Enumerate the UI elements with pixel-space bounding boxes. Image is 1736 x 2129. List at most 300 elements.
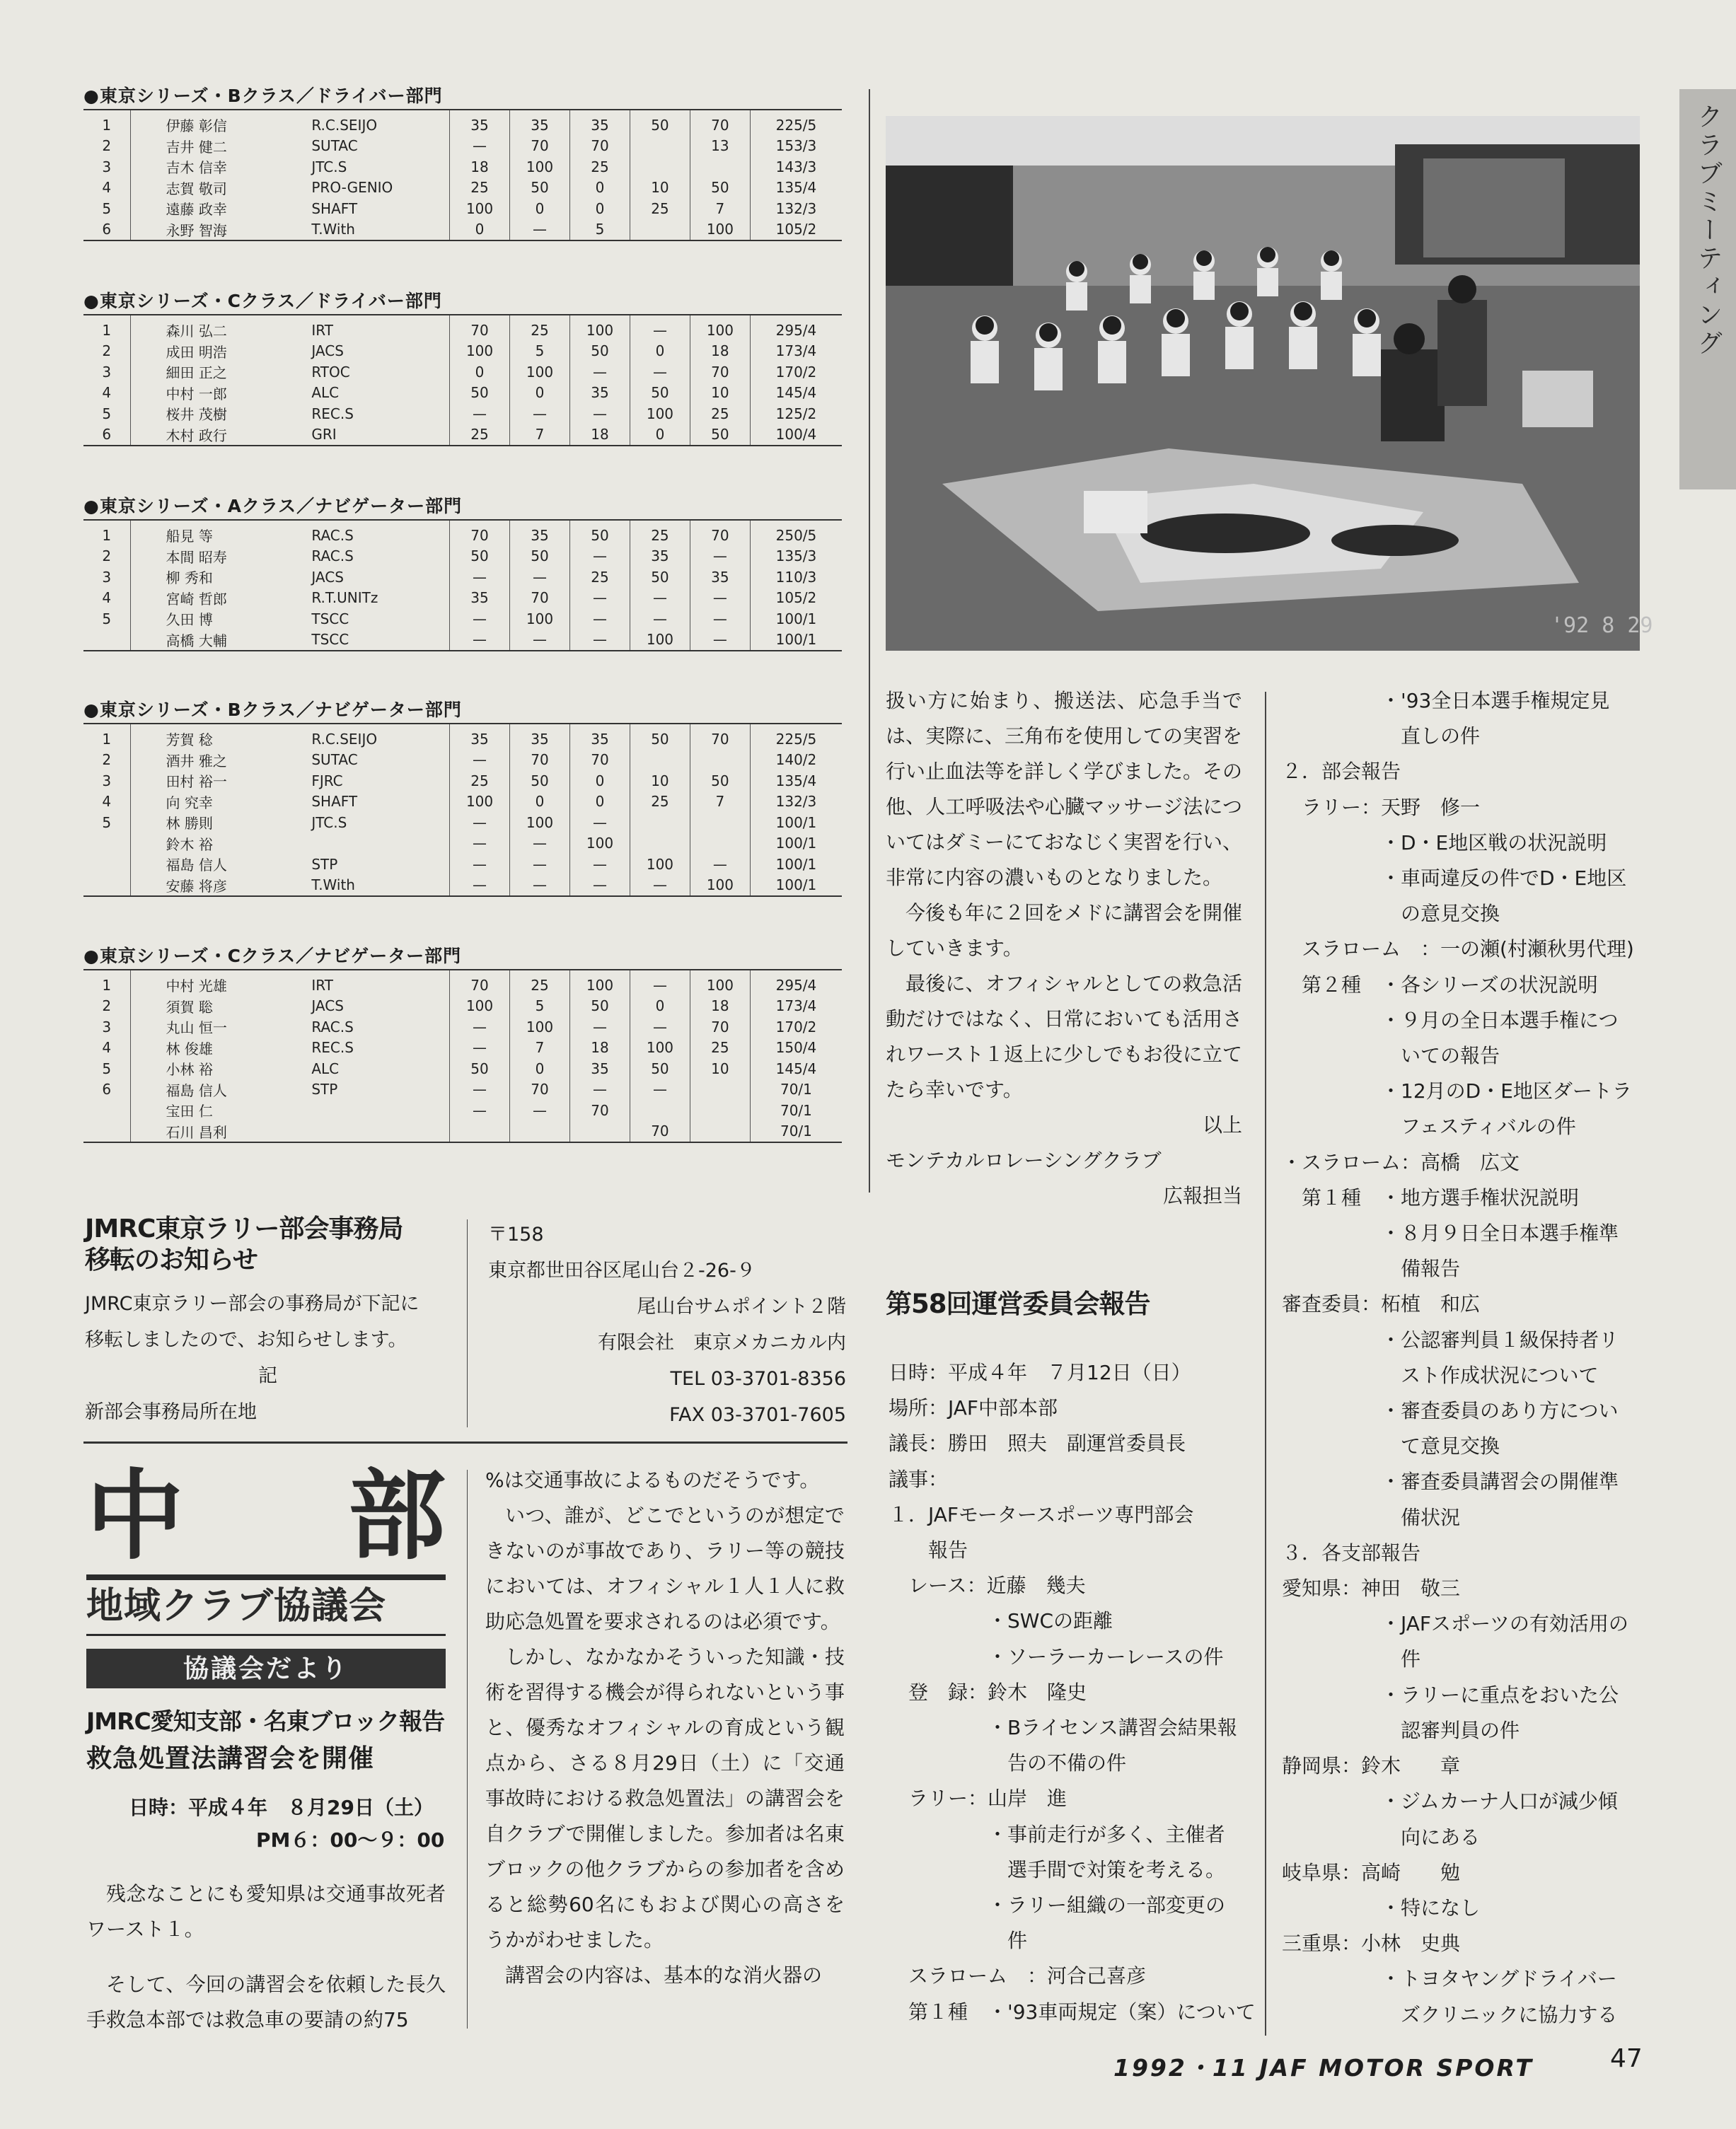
table-cell: RTOC (311, 363, 350, 381)
table-cell: — (569, 812, 630, 833)
table-cell (83, 630, 130, 651)
table-cell: 2 (102, 547, 112, 565)
table-cell: 70 (690, 724, 750, 750)
table-cell: 細田 正之 (130, 361, 307, 383)
table-cell: — (630, 875, 690, 897)
table-cell: 100 (569, 833, 630, 854)
table-cell: 100 (630, 403, 690, 424)
table-cell: 225/5 (750, 724, 842, 750)
table-row (83, 833, 842, 854)
table-cell: — (630, 1016, 690, 1038)
report-line: 向にある (1282, 1825, 1481, 1849)
table-cell: 2 (102, 137, 112, 155)
table-cell: — (569, 854, 630, 875)
table-cell: 132/3 (750, 791, 842, 813)
table-cell: 25 (630, 198, 690, 219)
table-cell: RAC.S (311, 1018, 354, 1036)
table-cell: 50 (690, 424, 750, 446)
report-line: 第１種 ・'93車両規定（案）について (889, 2000, 1256, 2024)
table-cell: — (450, 750, 510, 771)
table-cell: 70 (690, 1016, 750, 1038)
table-cell: 50 (450, 383, 510, 404)
table-cell (83, 833, 130, 854)
paragraph: いつ、誰が、どこでというのが想定できないのが事故であり、ラリー等の競技においては、オフィシャル１人１人に救助応急処置を要求されるのは必須です。 (485, 1504, 845, 1633)
table-cell: 1 (102, 321, 112, 339)
report-line: ズクリニックに協力する (1282, 2002, 1618, 2026)
table-cell: 35 (450, 724, 510, 750)
table-cell: 100 (510, 156, 570, 178)
chubu-big-title (86, 1458, 446, 1573)
chubu-col2-text (485, 1463, 845, 1993)
table-row (83, 1038, 842, 1059)
table-cell: 福島 信人 (130, 854, 307, 875)
column-divider-top (869, 89, 870, 1193)
table-cell: T.With (311, 221, 355, 238)
table-cell: 100/1 (750, 833, 842, 854)
report-line: ラリー：天野 修一 (1282, 795, 1481, 819)
table-cell: 173/4 (750, 996, 842, 1017)
table-cell: 25 (450, 424, 510, 446)
report-line: ・'93全日本選手権規定見 (1282, 689, 1610, 712)
section-side-tab-label: クラブミーティング (1694, 103, 1723, 358)
table-row (83, 1058, 842, 1079)
chubu-date-line2: PM６：00〜９：00 (256, 1828, 445, 1852)
report-line: ・12月のD・E地区ダートラ (1282, 1079, 1632, 1103)
table-cell: 105/2 (750, 588, 842, 609)
table-cell (690, 156, 750, 178)
table-cell: 100 (510, 1016, 570, 1038)
table-cell: 70 (630, 1121, 690, 1143)
table-cell: 70 (690, 110, 750, 136)
report-line: ・D・E地区戦の状況説明 (1282, 830, 1607, 854)
table-cell: 0 (510, 198, 570, 219)
table-row (83, 424, 842, 446)
table-cell: GRI (311, 426, 337, 443)
table-cell: R.C.SEIJO (311, 116, 378, 134)
table-cell: 100/4 (750, 424, 842, 446)
table-row (83, 791, 842, 813)
table-cell (83, 1100, 130, 1121)
report-line: 第２種 ・各シリーズの状況説明 (1282, 973, 1598, 997)
table-cell: 高橋 大輔 (130, 630, 307, 651)
table-cell: 木村 政行 (130, 424, 307, 446)
table-row (83, 630, 842, 651)
chubu-title-rule-thin (86, 1634, 446, 1636)
section-side-tab (1679, 89, 1736, 489)
page-number: 47 (1610, 2044, 1643, 2073)
table-row (83, 1100, 842, 1121)
table-cell: 18 (569, 1038, 630, 1059)
report-line: 認審判員の件 (1282, 1718, 1520, 1742)
table-cell: R.T.UNITz (311, 589, 378, 607)
report-line: スト作成状況について (1282, 1363, 1599, 1387)
report-line: 報告 (889, 1538, 968, 1562)
table-cell: REC.S (311, 405, 354, 422)
table-cell: 3 (102, 772, 112, 789)
table-cell: 5 (102, 610, 112, 627)
right-column-report (1282, 683, 1650, 2033)
table-cell: — (630, 970, 690, 996)
notice-address (488, 1217, 846, 1433)
table-cell (510, 1121, 570, 1143)
table-cell: 宝田 仁 (130, 1100, 307, 1121)
table-cell (630, 219, 690, 241)
table-row (83, 1016, 842, 1038)
table-cell: 35 (569, 1058, 630, 1079)
table-cell: 100 (510, 361, 570, 383)
table-cell: 向 究幸 (130, 791, 307, 813)
report-line: ・審査委員講習会の開催準 (1282, 1470, 1619, 1494)
chubu-header (86, 1458, 446, 2058)
table-cell: 140/2 (750, 750, 842, 771)
table-cell: 295/4 (750, 315, 842, 341)
address-line: 〒158 (488, 1224, 544, 1246)
table-cell (690, 812, 750, 833)
report-line: ・ソーラーカーレースの件 (889, 1644, 1224, 1669)
report-line: 件 (1282, 1647, 1421, 1671)
results-table-block (83, 83, 842, 241)
table-row (83, 198, 842, 219)
paragraph: 残念なことにも愛知県は交通事故死者ワースト１。 (86, 1882, 446, 1941)
table-row (83, 341, 842, 362)
results-table-title: ●東京シリーズ・Cクラス／ドライバー部門 (83, 291, 442, 311)
table-cell: 柳 秀和 (130, 567, 307, 588)
table-cell: — (450, 1079, 510, 1101)
table-row (83, 156, 842, 178)
table-cell: — (450, 1038, 510, 1059)
table-cell: 70/1 (750, 1100, 842, 1121)
report-line: ２．部会報告 (1282, 760, 1401, 784)
table-cell: 170/2 (750, 1016, 842, 1038)
report-line: 登 録：鈴木 隆史 (889, 1680, 1087, 1704)
table-cell: 170/2 (750, 361, 842, 383)
table-cell: 0 (630, 341, 690, 362)
table-cell (83, 854, 130, 875)
table-row (83, 854, 842, 875)
table-cell: 1 (102, 730, 112, 748)
table-cell: — (450, 403, 510, 424)
table-cell: IRT (311, 976, 333, 994)
report-line: 選手間で対策を考える。 (889, 1857, 1226, 1881)
table-cell: 143/3 (750, 156, 842, 178)
table-cell: ALC (311, 384, 340, 402)
table-cell: ALC (311, 1060, 340, 1077)
table-cell: 2 (102, 997, 112, 1015)
table-cell: 70 (510, 136, 570, 157)
table-cell: — (630, 608, 690, 630)
table-cell: 10 (690, 1058, 750, 1079)
table-row (83, 546, 842, 567)
table-cell: 5 (510, 341, 570, 362)
table-cell: 70 (510, 750, 570, 771)
report-line: ・スラローム：高橋 広文 (1282, 1150, 1520, 1174)
table-cell: 3 (102, 568, 112, 586)
sign-club: モンテカルロレーシングクラブ (886, 1149, 1162, 1172)
report-line: 日時：平成４年 ７月12日（日） (889, 1361, 1191, 1384)
table-cell: 100/1 (750, 875, 842, 897)
chubu-report-title: JMRC愛知支部・名東ブロック報告 (86, 1707, 445, 1735)
table-cell: 1 (102, 526, 112, 544)
table-cell: 4 (102, 589, 112, 607)
table-cell (690, 750, 750, 771)
table-cell: 吉井 健二 (130, 136, 307, 157)
table-cell (690, 1100, 750, 1121)
table-cell: — (510, 1100, 570, 1121)
table-cell: 7 (510, 1038, 570, 1059)
notice-title-line: 移転のお知らせ (85, 1246, 257, 1275)
table-row (83, 110, 842, 136)
table-cell: 7 (690, 791, 750, 813)
table-cell (690, 833, 750, 854)
table-cell (630, 1100, 690, 1121)
table-cell: 105/2 (750, 219, 842, 241)
notice-title (85, 1214, 453, 1276)
report-line: 愛知県：神田 敬三 (1282, 1577, 1461, 1601)
report-line: ・SWCの距離 (889, 1609, 1113, 1633)
results-table-block (83, 494, 842, 651)
table-cell (630, 750, 690, 771)
results-table-title: ●東京シリーズ・Bクラス／ナビゲーター部門 (83, 700, 462, 720)
table-cell: 25 (690, 403, 750, 424)
table-cell: 25 (630, 520, 690, 546)
table-cell: 25 (450, 178, 510, 199)
table-row (83, 812, 842, 833)
table-cell: 100/1 (750, 812, 842, 833)
table-row (83, 383, 842, 404)
report-line: ・特になし (1282, 1896, 1481, 1920)
table-cell: 3 (102, 363, 112, 381)
table-cell: 100/1 (750, 630, 842, 651)
table-cell: 林 俊雄 (130, 1038, 307, 1059)
table-cell (83, 1121, 130, 1143)
table-cell: 50 (630, 1058, 690, 1079)
notice-body-line: 新部会事務局所在地 (85, 1401, 257, 1423)
chubu-subtitle: 地域クラブ協議会 (86, 1585, 387, 1628)
table-row (83, 996, 842, 1017)
table-cell: 石川 昌利 (130, 1121, 307, 1143)
table-row (83, 970, 842, 996)
table-cell: 100 (630, 630, 690, 651)
table-cell: — (569, 1016, 630, 1038)
table-cell: — (690, 608, 750, 630)
table-cell: 永野 智海 (130, 219, 307, 241)
table-cell: 3 (102, 1018, 112, 1036)
table-cell: 25 (450, 770, 510, 791)
notice-body-line: 移転しましたので、お知らせします。 (85, 1329, 407, 1351)
table-cell: JACS (311, 342, 344, 360)
table-cell: 4 (102, 179, 112, 197)
chubu-column-divider (467, 1470, 468, 2029)
report-line: ３．各支部報告 (1282, 1541, 1421, 1565)
report-line: 告の不備の件 (889, 1751, 1127, 1775)
table-cell: 50 (630, 724, 690, 750)
table-cell: 70 (450, 520, 510, 546)
table-cell: 酒井 雅之 (130, 750, 307, 771)
table-cell: 10 (630, 178, 690, 199)
report-line: 三重県：小林 史典 (1282, 1932, 1461, 1956)
table-cell: SHAFT (311, 793, 358, 811)
table-cell: 安藤 将彦 (130, 875, 307, 897)
report-line: フェスティバルの件 (1282, 1115, 1576, 1139)
chubu-title-rule (86, 1574, 446, 1580)
address-line: 有限会社 東京メカニカル内 (598, 1332, 846, 1354)
table-cell: — (510, 403, 570, 424)
meeting-report (889, 1355, 1256, 2030)
table-cell: 5 (102, 199, 112, 217)
report-line: ・JAFスポーツの有効活用の (1282, 1612, 1628, 1636)
paragraph: 最後に、オフィシャルとしての救急活動だけではなく、日常においても活用されワースト１返上に少しでもお役に立てたら幸いです。 (886, 972, 1242, 1101)
table-cell: 久田 博 (130, 608, 307, 630)
table-cell: 7 (690, 198, 750, 219)
table-cell: JTC.S (311, 158, 347, 175)
table-cell: 0 (510, 1058, 570, 1079)
table-cell: 25 (569, 156, 630, 178)
table-cell: 100/1 (750, 608, 842, 630)
table-cell: 35 (510, 520, 570, 546)
table-row (83, 1079, 842, 1101)
table-cell: JTC.S (311, 813, 347, 831)
chubu-event-title: 救急処置法講習会を開催 (86, 1744, 375, 1773)
table-cell: 宮崎 哲郎 (130, 588, 307, 609)
table-cell: 50 (450, 1058, 510, 1079)
table-cell: — (450, 1016, 510, 1038)
table-cell (83, 875, 130, 897)
report-line: スラローム ：河合己喜彦 (889, 1964, 1147, 1988)
table-row (83, 567, 842, 588)
chubu-date-line1: 日時：平成４年 ８月29日（土） (129, 1796, 434, 1819)
report-line: ・ジムカーナ人口が減少傾 (1282, 1789, 1618, 1814)
photo-illustration (886, 116, 1653, 651)
table-cell: 4 (102, 1039, 112, 1057)
table-cell (307, 1100, 449, 1121)
table-cell: 0 (630, 424, 690, 446)
table-cell: 50 (630, 567, 690, 588)
table-cell: 18 (450, 156, 510, 178)
table-row (83, 770, 842, 791)
report-line: ・ラリー組織の一部変更の (889, 1893, 1226, 1918)
results-table (83, 723, 842, 897)
table-cell: 50 (690, 178, 750, 199)
report-line: ・トヨタヤングドライバー (1282, 1967, 1617, 1991)
report-line: ・公認審判員１級保持者リ (1282, 1328, 1619, 1352)
table-cell: — (690, 588, 750, 609)
report-line: スラローム ：一の瀬(村瀬秋男代理) (1282, 937, 1634, 961)
table-cell: 田村 裕一 (130, 770, 307, 791)
table-cell: 0 (510, 383, 570, 404)
table-cell: 153/3 (750, 136, 842, 157)
table-cell: 50 (450, 546, 510, 567)
table-cell: 本間 昭寿 (130, 546, 307, 567)
report-line: 静岡県：鈴木 章 (1282, 1754, 1461, 1778)
table-cell: 100/1 (750, 854, 842, 875)
table-cell: 100 (569, 315, 630, 341)
table-cell: — (510, 833, 570, 854)
report-line: いての報告 (1282, 1044, 1500, 1068)
chubu-title-right: 部 (347, 1458, 446, 1573)
table-cell: 6 (102, 1081, 112, 1098)
table-cell: 250/5 (750, 520, 842, 546)
table-cell: 志賀 敬司 (130, 178, 307, 199)
table-cell: — (450, 608, 510, 630)
table-cell (630, 833, 690, 854)
table-cell: — (510, 219, 570, 241)
table-cell: 50 (510, 546, 570, 567)
table-row (83, 136, 842, 157)
table-cell: 6 (102, 221, 112, 238)
table-cell: 5 (569, 219, 630, 241)
table-cell: 35 (510, 724, 570, 750)
table-cell: 2 (102, 342, 112, 360)
report-line: １．JAFモータースポーツ専門部会 (889, 1502, 1194, 1526)
paragraph: 講習会の内容は、基本的な消火器の (505, 1963, 823, 1987)
report-line: て意見交換 (1282, 1434, 1500, 1458)
results-table (83, 109, 842, 241)
report-line: ・Bライセンス講習会結果報 (889, 1716, 1237, 1740)
report-line: ・車両違反の件でD・E地区 (1282, 866, 1627, 891)
report-line: 直しの件 (1282, 724, 1481, 748)
table-cell: 0 (510, 791, 570, 813)
table-cell: 森川 弘二 (130, 315, 307, 341)
table-cell: 5 (102, 405, 112, 422)
table-cell: 1 (102, 116, 112, 134)
report-line: ・事前走行が多く、主催者 (889, 1822, 1225, 1846)
report-line: 件 (889, 1929, 1028, 1953)
report-line: 場所：JAF中部本部 (889, 1396, 1058, 1420)
table-cell: 35 (630, 546, 690, 567)
table-cell (630, 136, 690, 157)
table-cell: 35 (569, 383, 630, 404)
table-cell: 吉木 信幸 (130, 156, 307, 178)
table-cell: 50 (690, 770, 750, 791)
table-cell: 100 (690, 219, 750, 241)
table-cell: 3 (102, 158, 112, 175)
table-cell: — (569, 875, 630, 897)
table-cell: 70 (690, 361, 750, 383)
notice-title-line: JMRC東京ラリー部会事務局 (85, 1214, 403, 1243)
table-cell: 150/4 (750, 1038, 842, 1059)
report-line: 議長：勝田 照夫 副運営委員長 (889, 1432, 1186, 1456)
table-cell: 70/1 (750, 1121, 842, 1143)
footer-magazine: 1992・11 JAF MOTOR SPORT (1113, 2054, 1534, 2082)
results-table (83, 519, 842, 651)
table-cell: 100 (450, 341, 510, 362)
table-cell: 0 (630, 996, 690, 1017)
table-cell: STP (311, 1081, 338, 1098)
column-divider-right (1265, 692, 1266, 2036)
table-cell: 芳賀 稔 (130, 724, 307, 750)
report-line: レース：近藤 幾夫 (889, 1574, 1086, 1598)
address-line: FAX 03-3701-7605 (669, 1404, 846, 1426)
table-cell: — (450, 812, 510, 833)
table-cell: — (569, 1079, 630, 1101)
table-cell: 50 (569, 341, 630, 362)
table-cell: 丸山 恒一 (130, 1016, 307, 1038)
table-cell: — (510, 567, 570, 588)
table-cell: 10 (690, 383, 750, 404)
table-cell: — (450, 630, 510, 651)
report-line: 審査委員：柘植 和広 (1282, 1292, 1481, 1316)
table-cell: — (510, 875, 570, 897)
table-row (83, 315, 842, 341)
table-cell (307, 833, 449, 854)
table-cell: 50 (630, 383, 690, 404)
table-cell: 25 (630, 791, 690, 813)
notice-block (85, 1214, 453, 1430)
report-line: ・ラリーに重点をおいた公 (1282, 1683, 1619, 1707)
table-cell: 70 (690, 520, 750, 546)
table-cell: 0 (569, 791, 630, 813)
table-cell: 135/3 (750, 546, 842, 567)
